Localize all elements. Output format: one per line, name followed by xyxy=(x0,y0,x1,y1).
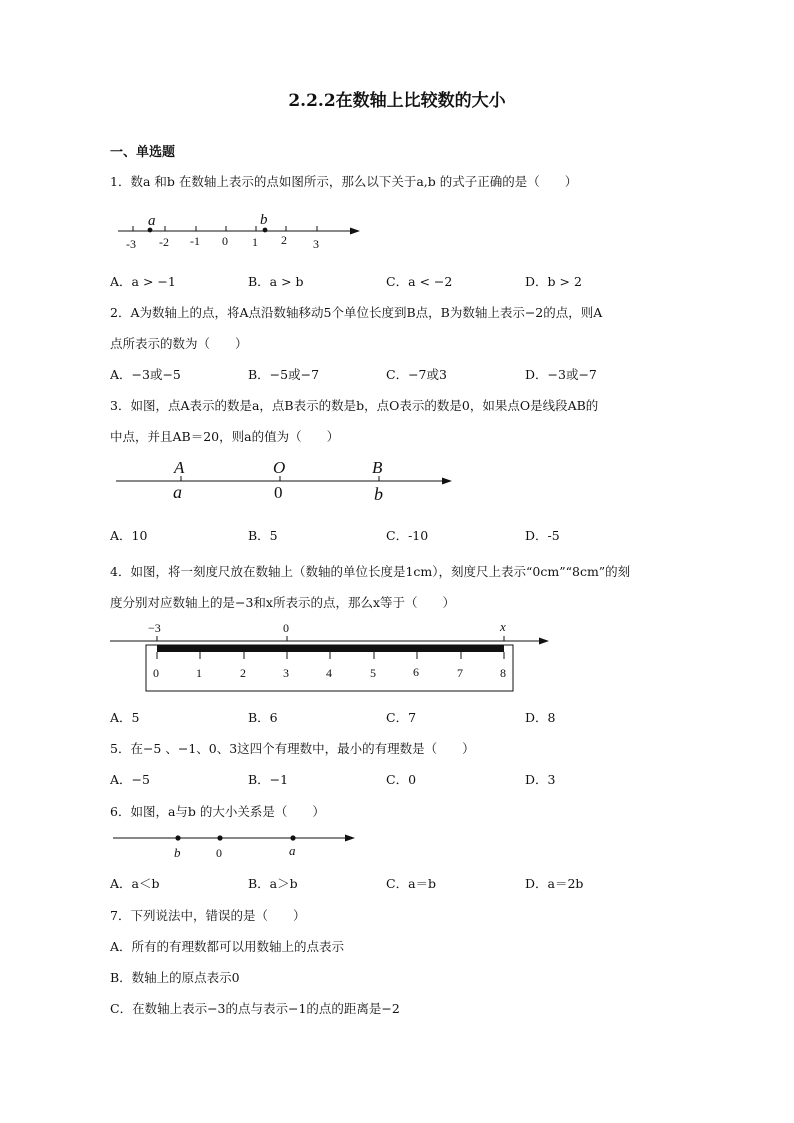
q2-stem-line2: 点所表示的数为（ ） xyxy=(110,336,248,351)
q3-option-c[interactable]: C．-10 xyxy=(386,528,429,543)
q3-label-O: O xyxy=(273,458,286,477)
q4-stem-line2: 度分别对应数轴上的是−3和x所表示的点，那么x等于（ ） xyxy=(110,595,456,610)
q7-option-b[interactable]: B．数轴上的原点表示0 xyxy=(110,970,240,985)
q3-label-0: 0 xyxy=(274,483,283,502)
q6-option-b[interactable]: B．a＞b xyxy=(248,876,298,891)
q2-option-b[interactable]: B．−5或−7 xyxy=(248,367,320,382)
q3-label-A: A xyxy=(174,458,185,477)
q6-option-c[interactable]: C．a＝b xyxy=(386,876,437,891)
q6-option-a[interactable]: A．a＜b xyxy=(110,876,160,891)
q2-option-c[interactable]: C．−7或3 xyxy=(386,367,447,382)
q3-option-d[interactable]: D．-5 xyxy=(525,528,560,543)
q4-ruler-label: 2 xyxy=(240,666,246,680)
q7-stem: 7．下列说法中，错误的是（ ） xyxy=(110,908,306,923)
q4-ruler-bar xyxy=(157,645,504,652)
q1-tick-label: -3 xyxy=(126,237,136,251)
q1-option-b[interactable]: B．a > b xyxy=(248,274,304,289)
page-title: 2.2.2在数轴上比较数的大小 xyxy=(288,91,506,111)
q7-option-a[interactable]: A．所有的有理数都可以用数轴上的点表示 xyxy=(110,939,345,954)
q1-point-b xyxy=(263,228,268,233)
q4-axis-label: x xyxy=(500,619,506,634)
q6-point-b xyxy=(175,835,180,840)
q5-option-a[interactable]: A．−5 xyxy=(110,772,150,787)
q3-label-B: B xyxy=(372,458,383,477)
q1-tick-label: 1 xyxy=(252,235,258,249)
q1-option-c[interactable]: C．a < −2 xyxy=(386,274,453,289)
q3-option-a[interactable]: A．10 xyxy=(110,528,148,543)
q6-label-a: a xyxy=(289,843,296,858)
q3-stem-line2: 中点，并且AB＝20，则a的值为（ ） xyxy=(110,429,340,444)
section-heading: 一、单选题 xyxy=(110,145,176,160)
q4-option-c[interactable]: C．7 xyxy=(386,710,417,725)
q1-tick-label: 2 xyxy=(281,233,287,247)
q3-stem-line1: 3．如图，点A表示的数是a，点B表示的数是b，点O表示的数是0，如果点O是线段AB的 xyxy=(110,398,599,413)
q3-figure xyxy=(116,458,452,504)
q4-axis-label: 0 xyxy=(283,621,289,635)
q4-figure xyxy=(110,619,549,691)
q6-label-b: b xyxy=(174,845,181,860)
q6-stem: 6．如图，a与b 的大小关系是（ ） xyxy=(110,804,325,819)
q4-ruler-label: 5 xyxy=(370,666,376,680)
q1-stem: 1．数a 和b 在数轴上表示的点如图所示，那么以下关于a,b 的式子正确的是（ ） xyxy=(110,174,578,189)
q1-tick-label: -2 xyxy=(159,235,169,249)
q6-option-d[interactable]: D．a＝2b xyxy=(525,876,584,891)
q4-option-d[interactable]: D．8 xyxy=(525,710,556,725)
q2-option-d[interactable]: D．−3或−7 xyxy=(525,367,597,382)
q5-option-b[interactable]: B．−1 xyxy=(248,772,289,787)
q5-stem: 5．在−5 、−1、0、3这四个有理数中，最小的有理数是（ ） xyxy=(110,741,475,756)
q6-figure xyxy=(113,835,355,861)
q4-stem-line1: 4．如图，将一刻度尺放在数轴上（数轴的单位长度是1cm），刻度尺上表示“0cm”“8cm”的刻 xyxy=(110,564,631,579)
q4-axis-label: −3 xyxy=(148,621,161,635)
q4-option-a[interactable]: A．5 xyxy=(110,710,140,725)
q1-figure xyxy=(118,212,360,251)
q4-ruler-label: 3 xyxy=(283,666,289,680)
q3-option-b[interactable]: B．5 xyxy=(248,528,278,543)
q3-label-b: b xyxy=(374,484,383,504)
q2-option-a[interactable]: A．−3或−5 xyxy=(110,367,181,382)
q5-option-c[interactable]: C．0 xyxy=(386,772,417,787)
q5-option-d[interactable]: D．3 xyxy=(525,772,556,787)
q1-label-a: a xyxy=(148,213,156,229)
q1-option-d[interactable]: D．b > 2 xyxy=(525,274,582,289)
q6-label-0: 0 xyxy=(216,846,222,860)
q3-label-a: a xyxy=(173,482,182,502)
q1-tick-label: 3 xyxy=(313,237,319,251)
q4-ruler-label: 1 xyxy=(196,666,202,680)
q4-option-b[interactable]: B．6 xyxy=(248,710,278,725)
q4-ruler-label: 4 xyxy=(326,666,332,680)
q7-option-c[interactable]: C．在数轴上表示−3的点与表示−1的点的距离是−2 xyxy=(110,1001,400,1016)
q1-option-a[interactable]: A．a > −1 xyxy=(110,274,176,289)
q4-ruler-label: 0 xyxy=(153,666,159,680)
q4-ruler-label: 6 xyxy=(413,665,419,679)
q4-ruler-label: 7 xyxy=(457,666,463,680)
q4-ruler-label: 8 xyxy=(500,666,506,680)
q1-label-b: b xyxy=(260,212,268,228)
q6-point-a xyxy=(290,835,295,840)
q1-tick-label: -1 xyxy=(190,234,200,248)
q6-point-0 xyxy=(217,835,222,840)
q2-stem-line1: 2．A为数轴上的点，将A点沿数轴移动5个单位长度到B点，B为数轴上表示−2的点，则A xyxy=(110,305,603,320)
q1-tick-label: 0 xyxy=(222,234,228,248)
